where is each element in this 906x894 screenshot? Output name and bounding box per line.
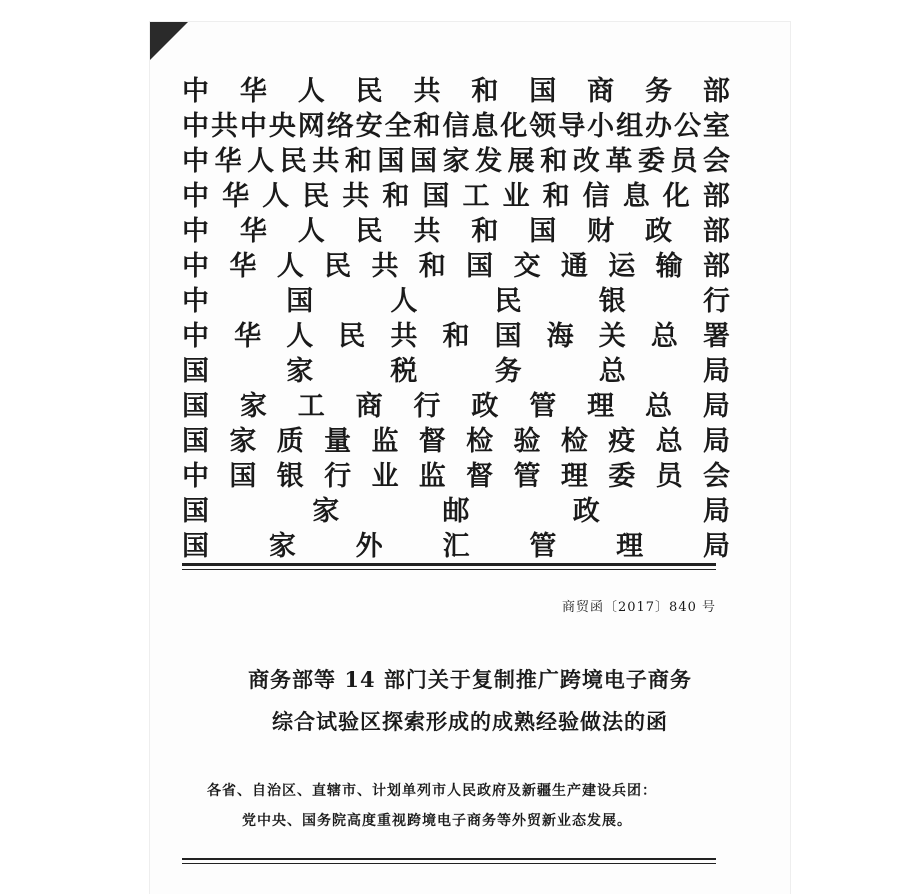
issuer-row: 中 华 人 民 共 和 国 工 业 和 信 息 化 部 [182, 181, 730, 212]
issuer-row: 中 国 银 行 业 监 督 管 理 委 员 会 [182, 461, 730, 492]
footer-divider-thin [182, 863, 716, 864]
issuer-row: 中 国 人 民 银 行 [182, 286, 730, 317]
issuer-row: 中 共 中 央 网 络 安 全 和 信 息 化 领 导 小 组 办 公 室 [182, 111, 730, 142]
issuer-row: 国 家 质 量 监 督 检 验 检 疫 总 局 [182, 426, 730, 457]
folded-corner [150, 22, 188, 60]
footer-divider-thick [182, 858, 716, 860]
issuer-row: 国 家 税 务 总 局 [182, 356, 730, 387]
issuer-row: 国 家 邮 政 局 [182, 496, 730, 527]
header-divider-thin [182, 569, 716, 570]
issuer-row: 国 家 外 汇 管 理 局 [182, 531, 730, 562]
issuer-row: 中 华 人 民 共 和 国 国 家 发 展 和 改 革 委 员 会 [182, 146, 730, 177]
issuing-agencies-list [182, 74, 730, 564]
salutation: 各省、自治区、直辖市、计划单列市人民政府及新疆生产建设兵团： [207, 783, 657, 799]
issuer-row: 中 华 人 民 共 和 国 交 通 运 输 部 [182, 251, 730, 282]
header-divider-thick [182, 563, 716, 566]
document-title-line-2: 综合试验区探索形成的成熟经验做法的函 [272, 709, 668, 734]
document-title-line-1: 商务部等 14 部门关于复制推广跨境电子商务 [248, 667, 692, 692]
body-paragraph-first-line: 党中央、国务院高度重视跨境电子商务等外贸新业态发展。 [242, 813, 632, 829]
issuer-row: 中 华 人 民 共 和 国 商 务 部 [182, 76, 730, 107]
document-number: 商贸函〔2017〕840 号 [561, 600, 716, 615]
issuer-row: 中 华 人 民 共 和 国 海 关 总 署 [182, 321, 730, 352]
issuer-row: 国 家 工 商 行 政 管 理 总 局 [182, 391, 730, 422]
issuer-row: 中 华 人 民 共 和 国 财 政 部 [182, 216, 730, 247]
